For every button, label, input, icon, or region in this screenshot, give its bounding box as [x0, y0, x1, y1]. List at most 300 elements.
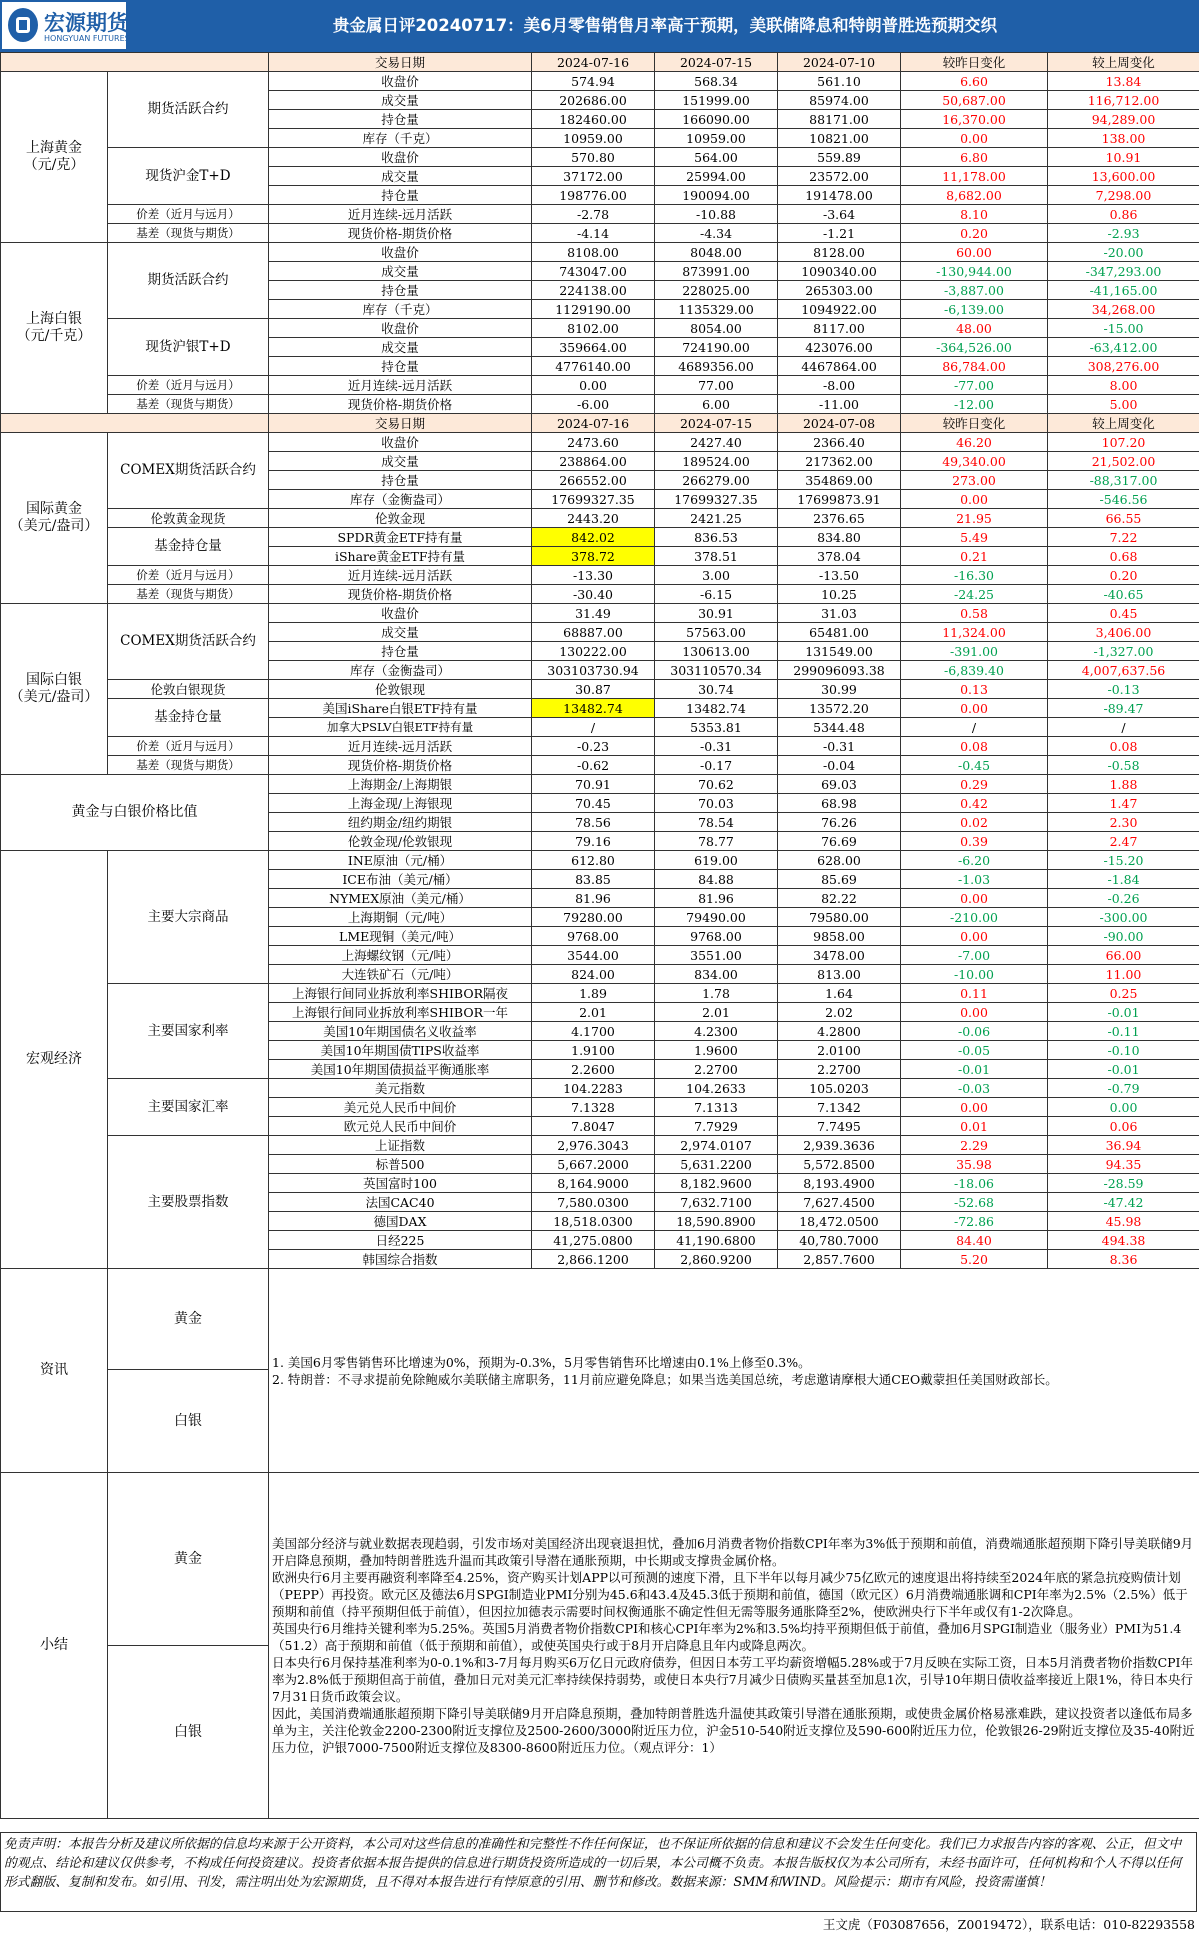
subgroup-label: 期货活跃合约 — [108, 72, 269, 148]
value-cell: 743047.00 — [532, 262, 655, 281]
value-cell: -0.23 — [532, 737, 655, 756]
value-cell: 202686.00 — [532, 91, 655, 110]
change-day: -52.68 — [901, 1193, 1048, 1212]
value-cell: 70.62 — [655, 775, 778, 794]
value-cell: 10959.00 — [532, 129, 655, 148]
metric-label: 收盘价 — [269, 319, 532, 338]
value-cell: 9768.00 — [532, 927, 655, 946]
change-week: 4,007,637.56 — [1048, 661, 1199, 680]
value-cell: 1090340.00 — [778, 262, 901, 281]
change-day: 0.00 — [901, 129, 1048, 148]
subgroup-label: 伦敦黄金现货 — [108, 509, 269, 528]
table-row — [1, 851, 1199, 870]
metric-label: 收盘价 — [269, 243, 532, 262]
metric-label: 日经225 — [269, 1231, 532, 1250]
table-row — [1, 395, 1199, 414]
value-cell: 8,164.9000 — [532, 1174, 655, 1193]
metric-label: 现货价格-期货价格 — [269, 756, 532, 775]
value-cell: 23572.00 — [778, 167, 901, 186]
value-cell: 182460.00 — [532, 110, 655, 129]
change-day: -7.00 — [901, 946, 1048, 965]
value-cell: 13572.20 — [778, 699, 901, 718]
metric-label: 现货价格-期货价格 — [269, 224, 532, 243]
value-cell: 836.53 — [655, 528, 778, 547]
change-week: 0.86 — [1048, 205, 1199, 224]
metric-label: 库存（金衡盎司） — [269, 490, 532, 509]
metric-label: 成交量 — [269, 338, 532, 357]
value-cell: 628.00 — [778, 851, 901, 870]
value-cell: 3544.00 — [532, 946, 655, 965]
value-cell: 2.2700 — [655, 1060, 778, 1079]
value-cell: 8128.00 — [778, 243, 901, 262]
value-cell: 0.00 — [532, 376, 655, 395]
summary-paragraph: 美国部分经济与就业数据表现趋弱，引发市场对美国经济出现衰退担忧，叠加6月消费者物价指数CPI年率为3%低于预期和前值，消费端通胀超预期下降引导美联储9月开启降息预期，叠加特朗普胜选升温而其政策引导潜在通胀预期，中长期或支撑贵金属价格。 — [272, 1536, 1194, 1568]
subgroup-label: 价差（近月与远月） — [108, 376, 269, 395]
value-cell: 303103730.94 — [532, 661, 655, 680]
change-day: 0.02 — [901, 813, 1048, 832]
change-day: 11,324.00 — [901, 623, 1048, 642]
subgroup-label: 主要国家利率 — [108, 984, 269, 1079]
table-row — [1, 433, 1199, 452]
table-row — [1, 585, 1199, 604]
value-cell: 2366.40 — [778, 433, 901, 452]
analyst-contact: 王文虎（F03087656，Z0019472），联系电话：010-82293558 — [822, 1917, 1195, 1932]
value-cell: 37172.00 — [532, 167, 655, 186]
metric-label: 标普500 — [269, 1155, 532, 1174]
logo-mark-icon — [8, 8, 38, 42]
change-day: 0.00 — [901, 699, 1048, 718]
value-cell: 7.1328 — [532, 1098, 655, 1117]
value-cell: 570.80 — [532, 148, 655, 167]
change-day: 11,178.00 — [901, 167, 1048, 186]
header-date: 2024-07-15 — [655, 414, 778, 433]
value-cell: 166090.00 — [655, 110, 778, 129]
value-cell: 191478.00 — [778, 186, 901, 205]
value-cell: 5344.48 — [778, 718, 901, 737]
metric-label: 美元兑人民币中间价 — [269, 1098, 532, 1117]
subgroup-label: 价差（近月与远月） — [108, 205, 269, 224]
change-week: 0.20 — [1048, 566, 1199, 585]
subgroup-label: 价差（近月与远月） — [108, 566, 269, 585]
change-week: -90.00 — [1048, 927, 1199, 946]
table-row — [1, 1079, 1199, 1098]
metric-label: 美元指数 — [269, 1079, 532, 1098]
value-cell: 266279.00 — [655, 471, 778, 490]
info-label: 资讯 — [1, 1269, 108, 1473]
table-row — [1, 604, 1199, 623]
subgroup-label: 基差（现货与期货） — [108, 395, 269, 414]
value-cell: 2473.60 — [532, 433, 655, 452]
change-day: 0.39 — [901, 832, 1048, 851]
change-week: -1,327.00 — [1048, 642, 1199, 661]
change-day: 49,340.00 — [901, 452, 1048, 471]
metric-label: INE原油（元/桶） — [269, 851, 532, 870]
value-cell: 228025.00 — [655, 281, 778, 300]
value-cell: -6.00 — [532, 395, 655, 414]
header-date: 2024-07-15 — [655, 53, 778, 72]
value-cell: 7,627.4500 — [778, 1193, 901, 1212]
change-week: 45.98 — [1048, 1212, 1199, 1231]
value-cell: 10959.00 — [655, 129, 778, 148]
value-cell: / — [532, 718, 655, 737]
value-cell: 30.91 — [655, 604, 778, 623]
value-cell: 82.22 — [778, 889, 901, 908]
change-week: 0.45 — [1048, 604, 1199, 623]
metric-label: 美国iShare白银ETF持有量 — [269, 699, 532, 718]
change-week: 308,276.00 — [1048, 357, 1199, 376]
header-date-label: 交易日期 — [269, 53, 532, 72]
subgroup-label: 期货活跃合约 — [108, 243, 269, 319]
change-day: 0.11 — [901, 984, 1048, 1003]
change-week: 0.00 — [1048, 1098, 1199, 1117]
table-row — [1, 243, 1199, 262]
value-cell: -11.00 — [778, 395, 901, 414]
metric-label: 欧元兑人民币中间价 — [269, 1117, 532, 1136]
value-cell: 10821.00 — [778, 129, 901, 148]
value-cell: 83.85 — [532, 870, 655, 889]
value-cell: 25994.00 — [655, 167, 778, 186]
subgroup-label: COMEX期货活跃合约 — [108, 604, 269, 680]
metric-label: 伦敦金现/伦敦银现 — [269, 832, 532, 851]
header-change: 较昨日变化 — [901, 414, 1048, 433]
table-row — [1, 566, 1199, 585]
metric-label: 收盘价 — [269, 433, 532, 452]
value-cell: 2427.40 — [655, 433, 778, 452]
value-cell: 7,632.7100 — [655, 1193, 778, 1212]
change-week: 21,502.00 — [1048, 452, 1199, 471]
value-cell: 81.96 — [655, 889, 778, 908]
hongyuan-logo — [2, 2, 130, 49]
summary-silver-label: 白银 — [108, 1646, 269, 1819]
change-day: -6,839.40 — [901, 661, 1048, 680]
value-cell: 2443.20 — [532, 509, 655, 528]
value-cell: 1.64 — [778, 984, 901, 1003]
value-cell: 303110570.34 — [655, 661, 778, 680]
value-cell: 378.51 — [655, 547, 778, 566]
metric-label: 持仓量 — [269, 110, 532, 129]
metric-label: 持仓量 — [269, 186, 532, 205]
change-day: 5.20 — [901, 1250, 1048, 1269]
change-day: 60.00 — [901, 243, 1048, 262]
value-cell: 68887.00 — [532, 623, 655, 642]
value-cell: 423076.00 — [778, 338, 901, 357]
summary-paragraph: 因此，美国消费端通胀超预期下降引导美联储9月开启降息预期，叠加特朗普胜选升温使其政策引导潜在通胀预期，或使贵金属价格易涨难跌，建议投资者以逢低布局多单为主，关注伦敦金2200-2300附近支撑位及2500-2600/3000附近压力位，沪金510-540附近支撑位及590-600附近压力位，伦敦银26-29附近支撑位及35-40附近压力位，沪银7000-7500附近支撑位及8300-8600附近压力位。（观点评分：1） — [272, 1706, 1195, 1755]
change-week: -28.59 — [1048, 1174, 1199, 1193]
value-cell: 190094.00 — [655, 186, 778, 205]
value-cell: 9768.00 — [655, 927, 778, 946]
value-cell: 2376.65 — [778, 509, 901, 528]
value-cell: -13.30 — [532, 566, 655, 585]
value-cell: 76.69 — [778, 832, 901, 851]
change-week: -20.00 — [1048, 243, 1199, 262]
change-day: -1.03 — [901, 870, 1048, 889]
header-date-label: 交易日期 — [269, 414, 532, 433]
metric-label: SPDR黄金ETF持有量 — [269, 528, 532, 547]
value-cell: 8108.00 — [532, 243, 655, 262]
table-row — [1, 205, 1199, 224]
value-cell: 842.02 — [532, 528, 655, 547]
header-change: 较上周变化 — [1048, 414, 1199, 433]
change-week: 0.06 — [1048, 1117, 1199, 1136]
value-cell: 559.89 — [778, 148, 901, 167]
value-cell: 3551.00 — [655, 946, 778, 965]
value-cell: 78.77 — [655, 832, 778, 851]
value-cell: 13482.74 — [532, 699, 655, 718]
change-day: -6.20 — [901, 851, 1048, 870]
change-day: 35.98 — [901, 1155, 1048, 1174]
value-cell: 1129190.00 — [532, 300, 655, 319]
change-week: -0.79 — [1048, 1079, 1199, 1098]
value-cell: 88171.00 — [778, 110, 901, 129]
value-cell: 2.2700 — [778, 1060, 901, 1079]
metric-label: 上海银行间同业拆放利率SHIBOR隔夜 — [269, 984, 532, 1003]
value-cell: 85974.00 — [778, 91, 901, 110]
subgroup-label: 伦敦白银现货 — [108, 680, 269, 699]
value-cell: 224138.00 — [532, 281, 655, 300]
value-cell: 378.72 — [532, 547, 655, 566]
value-cell: 79490.00 — [655, 908, 778, 927]
value-cell: 378.04 — [778, 547, 901, 566]
logo-text-cn: 宏源期货 — [44, 11, 128, 35]
header-row — [1, 414, 1199, 433]
group-label: 国际黄金 （美元/盎司） — [1, 433, 108, 604]
change-day: 0.20 — [901, 224, 1048, 243]
change-week: 2.30 — [1048, 813, 1199, 832]
subgroup-label: 价差（近月与远月） — [108, 737, 269, 756]
change-day: 86,784.00 — [901, 357, 1048, 376]
value-cell: 4.2300 — [655, 1022, 778, 1041]
header-date: 2024-07-10 — [778, 53, 901, 72]
value-cell: 41,190.6800 — [655, 1231, 778, 1250]
value-cell: 41,275.0800 — [532, 1231, 655, 1250]
value-cell: 561.10 — [778, 72, 901, 91]
summary-text — [269, 1473, 1199, 1819]
value-cell: 70.03 — [655, 794, 778, 813]
metric-label: 上海银行间同业拆放利率SHIBOR一年 — [269, 1003, 532, 1022]
value-cell: 79280.00 — [532, 908, 655, 927]
change-week: 13,600.00 — [1048, 167, 1199, 186]
change-week: 11.00 — [1048, 965, 1199, 984]
subgroup-label: 基差（现货与期货） — [108, 224, 269, 243]
value-cell: 5,572.8500 — [778, 1155, 901, 1174]
change-week: -0.01 — [1048, 1060, 1199, 1079]
change-day: 0.01 — [901, 1117, 1048, 1136]
change-week: 1.88 — [1048, 775, 1199, 794]
change-day: -24.25 — [901, 585, 1048, 604]
change-week: -89.47 — [1048, 699, 1199, 718]
change-day: -6,139.00 — [901, 300, 1048, 319]
value-cell: 57563.00 — [655, 623, 778, 642]
change-day: 0.42 — [901, 794, 1048, 813]
metric-label: 收盘价 — [269, 148, 532, 167]
report-header — [0, 0, 1199, 52]
value-cell: 105.0203 — [778, 1079, 901, 1098]
change-week: 138.00 — [1048, 129, 1199, 148]
value-cell: 4776140.00 — [532, 357, 655, 376]
metric-label: 英国富时100 — [269, 1174, 532, 1193]
value-cell: 2,974.0107 — [655, 1136, 778, 1155]
metric-label: 加拿大PSLV白银ETF持有量 — [269, 718, 532, 737]
change-week: -41,165.00 — [1048, 281, 1199, 300]
change-week: -0.10 — [1048, 1041, 1199, 1060]
metric-label: iShare黄金ETF持有量 — [269, 547, 532, 566]
value-cell: 238864.00 — [532, 452, 655, 471]
value-cell: 813.00 — [778, 965, 901, 984]
value-cell: 104.2283 — [532, 1079, 655, 1098]
table-row — [1, 509, 1199, 528]
value-cell: 8,182.9600 — [655, 1174, 778, 1193]
value-cell: 619.00 — [655, 851, 778, 870]
change-week: -15.20 — [1048, 851, 1199, 870]
value-cell: -10.88 — [655, 205, 778, 224]
metric-label: 库存（千克） — [269, 300, 532, 319]
change-week: 66.00 — [1048, 946, 1199, 965]
table-row — [1, 319, 1199, 338]
change-day: 6.80 — [901, 148, 1048, 167]
value-cell: 198776.00 — [532, 186, 655, 205]
change-week: 116,712.00 — [1048, 91, 1199, 110]
value-cell: 31.03 — [778, 604, 901, 623]
change-day: 0.21 — [901, 547, 1048, 566]
header-row — [1, 53, 1199, 72]
subgroup-label: 基差（现货与期货） — [108, 756, 269, 775]
metric-label: 上海金现/上海银现 — [269, 794, 532, 813]
value-cell: 3.00 — [655, 566, 778, 585]
header-date: 2024-07-16 — [532, 53, 655, 72]
value-cell: 7.1342 — [778, 1098, 901, 1117]
change-day: 0.00 — [901, 889, 1048, 908]
info-line: 1. 美国6月零售销售环比增速为0%，预期为-0.3%，5月零售销售环比增速由0.1%上修至0.3%。 — [272, 1354, 811, 1370]
metric-label: 库存（金衡盎司） — [269, 661, 532, 680]
header-date: 2024-07-08 — [778, 414, 901, 433]
table-row — [1, 984, 1199, 1003]
table-row — [1, 148, 1199, 167]
value-cell: 81.96 — [532, 889, 655, 908]
change-day: -0.45 — [901, 756, 1048, 775]
value-cell: -13.50 — [778, 566, 901, 585]
value-cell: -4.14 — [532, 224, 655, 243]
change-week: / — [1048, 718, 1199, 737]
value-cell: 79.16 — [532, 832, 655, 851]
change-day: 0.00 — [901, 927, 1048, 946]
metric-label: 近月连续-远月活跃 — [269, 566, 532, 585]
value-cell: 18,472.0500 — [778, 1212, 901, 1231]
change-week: -40.65 — [1048, 585, 1199, 604]
value-cell: 1.78 — [655, 984, 778, 1003]
change-week: -0.11 — [1048, 1022, 1199, 1041]
change-day: 5.49 — [901, 528, 1048, 547]
value-cell: 3478.00 — [778, 946, 901, 965]
value-cell: 85.69 — [778, 870, 901, 889]
change-week: 8.36 — [1048, 1250, 1199, 1269]
group-label: 上海黄金 （元/克） — [1, 72, 108, 243]
report-title: 贵金属日评20240717：美6月零售销售月率高于预期，美联储降息和特朗普胜选预期交织 — [332, 16, 998, 35]
value-cell: 873991.00 — [655, 262, 778, 281]
change-day: 0.00 — [901, 490, 1048, 509]
value-cell: 40,780.7000 — [778, 1231, 901, 1250]
metric-label: 美国10年期国债损益平衡通胀率 — [269, 1060, 532, 1079]
change-week: 10.91 — [1048, 148, 1199, 167]
metric-label: 上海螺纹钢（元/吨） — [269, 946, 532, 965]
value-cell: 104.2633 — [655, 1079, 778, 1098]
change-week: -88,317.00 — [1048, 471, 1199, 490]
change-day: 0.58 — [901, 604, 1048, 623]
value-cell: 824.00 — [532, 965, 655, 984]
metric-label: 上证指数 — [269, 1136, 532, 1155]
value-cell: 266552.00 — [532, 471, 655, 490]
change-week: 0.25 — [1048, 984, 1199, 1003]
metric-label: 成交量 — [269, 623, 532, 642]
value-cell: 5,631.2200 — [655, 1155, 778, 1174]
metric-label: 现货价格-期货价格 — [269, 585, 532, 604]
change-day: -12.00 — [901, 395, 1048, 414]
change-week: 94,289.00 — [1048, 110, 1199, 129]
change-day: -16.30 — [901, 566, 1048, 585]
metric-label: 持仓量 — [269, 357, 532, 376]
value-cell: 30.99 — [778, 680, 901, 699]
value-cell: 1.89 — [532, 984, 655, 1003]
header-change: 较昨日变化 — [901, 53, 1048, 72]
change-day: 0.08 — [901, 737, 1048, 756]
metric-label: 伦敦银现 — [269, 680, 532, 699]
value-cell: 10.25 — [778, 585, 901, 604]
subgroup-label: 基金持仓量 — [108, 699, 269, 737]
value-cell: -30.40 — [532, 585, 655, 604]
value-cell: 130222.00 — [532, 642, 655, 661]
value-cell: 2.0100 — [778, 1041, 901, 1060]
change-day: 8.10 — [901, 205, 1048, 224]
change-day: -0.06 — [901, 1022, 1048, 1041]
metric-label: 持仓量 — [269, 471, 532, 490]
value-cell: 13482.74 — [655, 699, 778, 718]
header-change: 较上周变化 — [1048, 53, 1199, 72]
value-cell: 5353.81 — [655, 718, 778, 737]
value-cell: 6.00 — [655, 395, 778, 414]
value-cell: 9858.00 — [778, 927, 901, 946]
change-day: 21.95 — [901, 509, 1048, 528]
value-cell: 78.56 — [532, 813, 655, 832]
value-cell: -3.64 — [778, 205, 901, 224]
value-cell: 2.01 — [532, 1003, 655, 1022]
change-week: -1.84 — [1048, 870, 1199, 889]
subgroup-label: 基差（现货与期货） — [108, 585, 269, 604]
metric-label: 上海期铜（元/吨） — [269, 908, 532, 927]
metric-label: 近月连续-远月活跃 — [269, 205, 532, 224]
value-cell: 8102.00 — [532, 319, 655, 338]
value-cell: 8054.00 — [655, 319, 778, 338]
change-week: -47.42 — [1048, 1193, 1199, 1212]
value-cell: -0.62 — [532, 756, 655, 775]
value-cell: 76.26 — [778, 813, 901, 832]
change-week: 0.68 — [1048, 547, 1199, 566]
group-label: 国际白银 （美元/盎司） — [1, 604, 108, 775]
change-week: -63,412.00 — [1048, 338, 1199, 357]
value-cell: 1094922.00 — [778, 300, 901, 319]
value-cell: 564.00 — [655, 148, 778, 167]
metric-label: 大连铁矿石（元/吨） — [269, 965, 532, 984]
change-day: 0.00 — [901, 1003, 1048, 1022]
summary-paragraph: 欧洲央行6月主要再融资利率降至4.25%，资产购买计划APP以可预测的速度下滑，且下半年以每月减少75亿欧元的速度退出将持续至2024年底的紧急抗疫购债计划（PEPP）再投资。欧元区及德法6月SPGI制造业PMI分别为45.6和43.4及45.3低于预期和前值，德国（欧元区）6月消费端通胀调和CPI年率为2.5%（2.5%）低于预期和前值（持平预期但低于前值），但因拉加德表示需要时间权衡通胀不确定性但无需等服务通胀降至2%，使欧洲央行下半年或仅有1-2次降息。 — [272, 1570, 1188, 1619]
value-cell: -4.34 — [655, 224, 778, 243]
change-day: 84.40 — [901, 1231, 1048, 1250]
metric-label: 持仓量 — [269, 281, 532, 300]
metric-label: 成交量 — [269, 452, 532, 471]
value-cell: 79580.00 — [778, 908, 901, 927]
change-week: -15.00 — [1048, 319, 1199, 338]
value-cell: 4.1700 — [532, 1022, 655, 1041]
change-week: 1.47 — [1048, 794, 1199, 813]
value-cell: 18,518.0300 — [532, 1212, 655, 1231]
